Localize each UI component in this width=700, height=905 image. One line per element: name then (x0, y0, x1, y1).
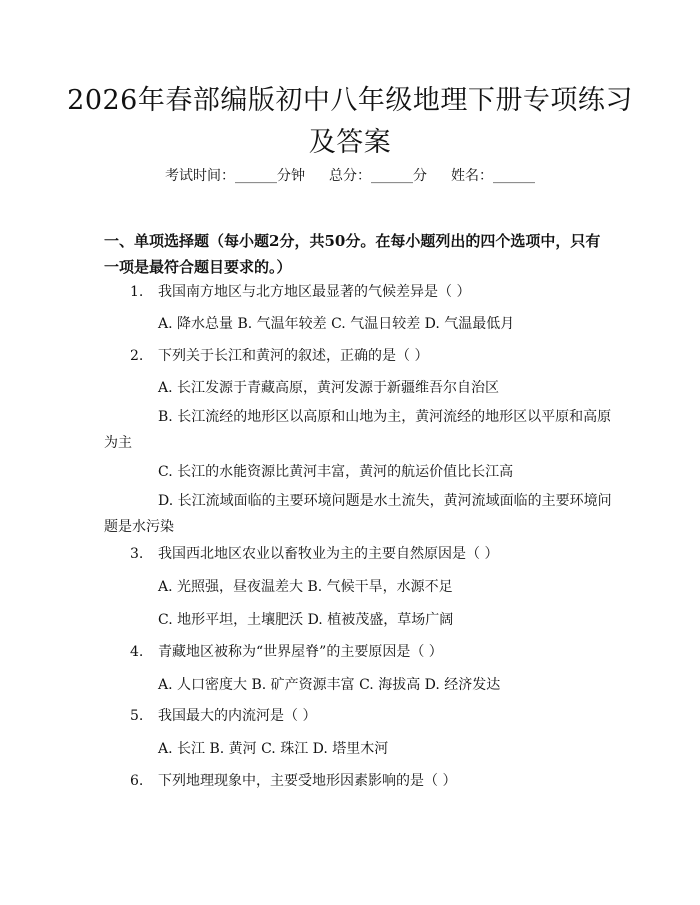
question-options: A. 人口密度大 B. 矿产资源丰富 C. 海拔高 D. 经济发达 (158, 677, 501, 693)
question-text: 下列地理现象中，主要受地形因素影响的是（ ） (158, 773, 457, 789)
question-number: 3. (130, 546, 144, 562)
question-options: A. 降水总量 B. 气温年较差 C. 气温日较差 D. 气温最低月 (158, 316, 515, 332)
document-title: 2026年春部编版初中八年级地理下册专项练习及答案 (67, 85, 633, 158)
question-text: 我国西北地区农业以畜牧业为主的主要自然原因是（ ） (158, 546, 499, 562)
question-option: C. 长江的水能资源比黄河丰富，黄河的航运价值比长江高 (158, 464, 514, 480)
section-heading: 一、单项选择题（每小题2分，共50分。在每小题列出的四个选项中，只有一项是最符合题目要求的。） (104, 232, 601, 276)
question-text: 青藏地区被称为“世界屋脊”的主要原因是（ ） (158, 644, 443, 660)
total-score-label: 总分：______分 (329, 168, 427, 184)
exam-info-row (0, 166, 700, 186)
question-option: B. 长江流经的地形区以高原和山地为主，黄河流经的地形区以平原和高原为主 (104, 409, 612, 451)
question-text: 我国南方地区与北方地区最显著的气候差异是（ ） (158, 284, 471, 300)
question-option: A. 长江发源于青藏高原，黄河发源于新疆维吾尔自治区 (158, 380, 500, 396)
question-text: 我国最大的内流河是（ ） (158, 708, 317, 724)
question-number: 6. (130, 773, 144, 789)
question-number: 2. (130, 348, 144, 364)
question-options: A. 长江 B. 黄河 C. 珠江 D. 塔里木河 (158, 741, 389, 757)
question-number: 1. (130, 284, 144, 300)
question-option: D. 长江流域面临的主要环境问题是水土流失，黄河流域面临的主要环境问题是水污染 (104, 493, 612, 535)
exam-time-label: 考试时间：______分钟 (165, 168, 305, 184)
question-option: A. 光照强，昼夜温差大 B. 气候干旱，水源不足 (158, 579, 453, 595)
question-option: C. 地形平坦，土壤肥沃 D. 植被茂盛，草场广阔 (158, 612, 454, 628)
student-name-label: 姓名：______ (451, 168, 535, 184)
question-number: 5. (130, 708, 144, 724)
question-number: 4. (130, 644, 144, 660)
question-text: 下列关于长江和黄河的叙述，正确的是（ ） (158, 348, 429, 364)
